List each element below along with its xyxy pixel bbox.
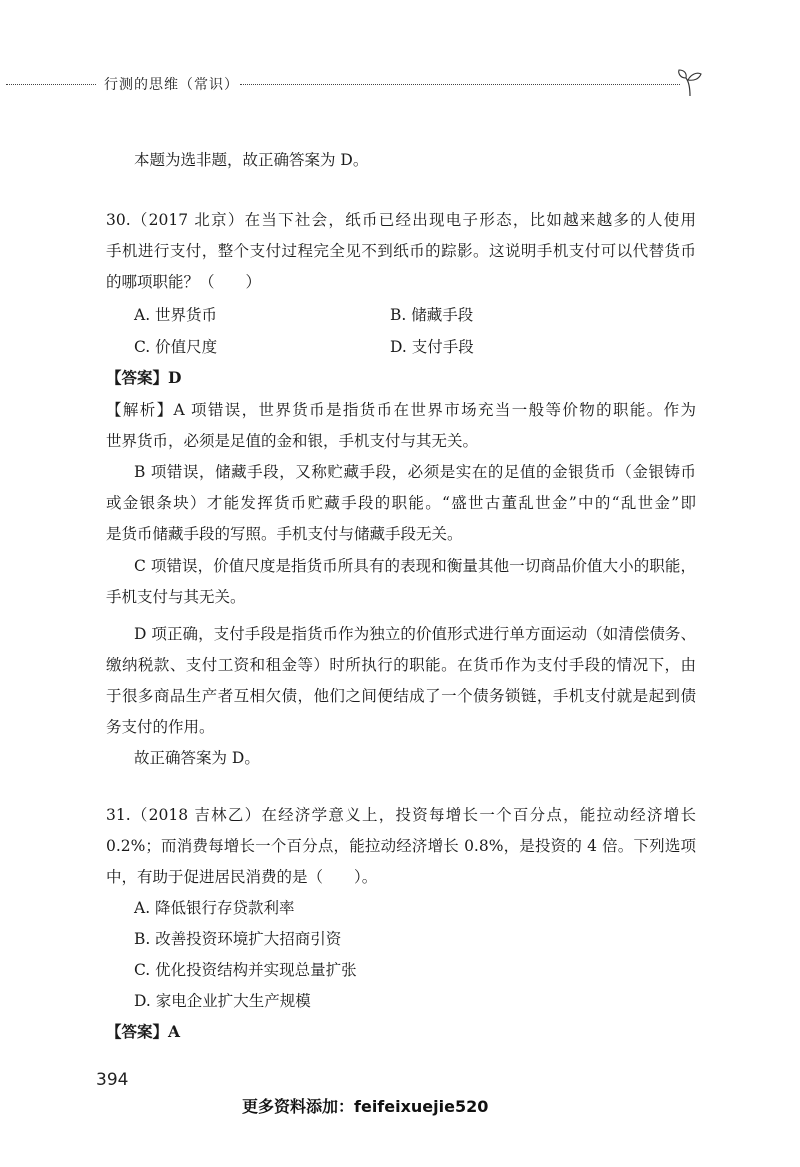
q30-conclusion: 故正确答案为 D。 — [134, 749, 260, 767]
q30-analysis-d-line-2: 缴纳税款、支付工资和租金等）时所执行的职能。在货币作为支付手段的情况下，由 — [106, 656, 696, 674]
q30-analysis-d-line-1: D 项正确，支付手段是指货币作为独立的价值形式进行单方面运动（如清偿债务、 — [134, 625, 696, 643]
page-number: 394 — [96, 1070, 129, 1090]
q30-analysis-b-line-1: B 项错误，储藏手段，又称贮藏手段，必须是实在的足值的金银货币（金银铸币 — [134, 463, 696, 481]
sprout-leaf-icon — [676, 68, 704, 98]
q30-option-a: A. 世界货币 — [134, 306, 218, 324]
q30-stem-line-3: 的哪项职能？（ ） — [106, 273, 262, 291]
q29-conclusion: 本题为选非题，故正确答案为 D。 — [134, 151, 369, 169]
q31-answer: 【答案】A — [106, 1022, 181, 1041]
q31-option-b: B. 改善投资环境扩大招商引资 — [134, 930, 342, 948]
q30-option-c: C. 价值尺度 — [134, 338, 218, 356]
q30-answer: 【答案】D — [106, 368, 182, 387]
q30-analysis-b-line-2: 或金银条块）才能发挥货币贮藏手段的职能。“盛世古董乱世金”中的“乱世金”即 — [106, 494, 696, 512]
q31-stem-line-1: 31.（2018 吉林乙）在经济学意义上，投资每增长一个百分点，能拉动经济增长 — [106, 806, 696, 824]
q31-option-d: D. 家电企业扩大生产规模 — [134, 992, 311, 1010]
header-dotted-rule-left — [6, 84, 96, 85]
q31-stem-line-2: 0.2%；而消费每增长一个百分点，能拉动经济增长 0.8%，是投资的 4 倍。下列选项 — [106, 837, 696, 855]
q31-option-c: C. 优化投资结构并实现总量扩张 — [134, 961, 357, 979]
q30-analysis-b-line-3: 是货币储藏手段的写照。手机支付与储藏手段无关。 — [106, 525, 463, 543]
q30-stem-line-1: 30.（2017 北京）在当下社会，纸币已经出现电子形态，比如越来越多的人使用 — [106, 211, 696, 229]
header-dotted-rule-right — [240, 84, 680, 85]
footer-contact-note: 更多资料添加：feifeixuejie520 — [242, 1097, 489, 1116]
q30-analysis-c-line-2: 手机支付与其无关。 — [106, 588, 246, 606]
q30-analysis-d-line-3: 于很多商品生产者互相欠债，他们之间便结成了一个债务锁链，手机支付就是起到债 — [106, 687, 696, 705]
q30-analysis-d-line-4: 务支付的作用。 — [106, 718, 215, 736]
header-title: 行测的思维（常识） — [104, 77, 239, 93]
q30-analysis-line-1: 【解析】A 项错误，世界货币是指货币在世界市场充当一般等价物的职能。作为 — [106, 401, 696, 419]
q30-analysis-line-2: 世界货币，必须是足值的金和银，手机支付与其无关。 — [106, 432, 479, 450]
running-header — [0, 68, 800, 98]
q31-stem-line-3: 中，有助于促进居民消费的是（ ）。 — [106, 868, 378, 886]
q30-stem-line-2: 手机进行支付，整个支付过程完全见不到纸币的踪影。这说明手机支付可以代替货币 — [106, 242, 696, 260]
q31-option-a: A. 降低银行存贷款利率 — [134, 899, 295, 917]
q30-option-b: B. 储藏手段 — [390, 306, 474, 324]
q30-analysis-c-line-1: C 项错误，价值尺度是指货币所具有的表现和衡量其他一切商品价值大小的职能， — [134, 557, 696, 575]
q30-option-d: D. 支付手段 — [390, 338, 474, 356]
